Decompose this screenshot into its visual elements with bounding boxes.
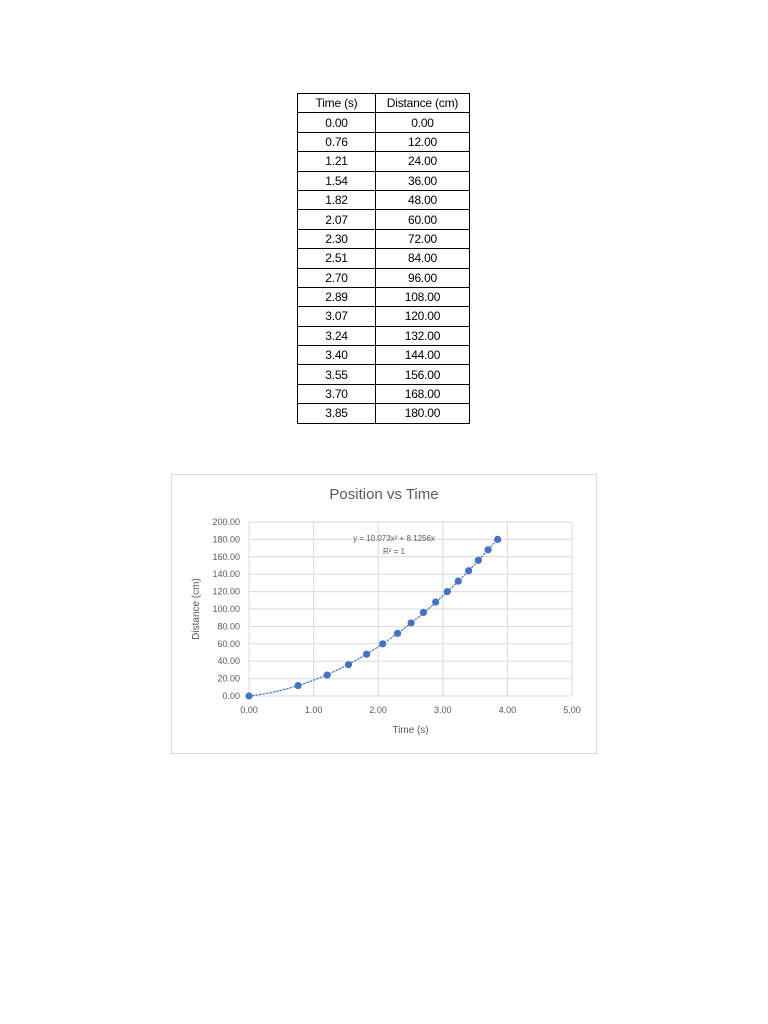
data-point (245, 692, 252, 699)
time-cell: 1.82 (298, 190, 376, 209)
table-body (298, 113, 470, 423)
data-point (363, 651, 370, 658)
chart-title: Position vs Time (329, 486, 439, 503)
distance-cell: 24.00 (376, 152, 470, 171)
x-tick-label: 3.00 (434, 705, 452, 715)
time-cell: 3.40 (298, 346, 376, 365)
table-row (298, 365, 470, 384)
data-table (297, 93, 470, 424)
data-point (324, 672, 331, 679)
y-tick-label: 160.00 (212, 551, 240, 562)
chart-container (171, 474, 597, 754)
y-tick-label: 60.00 (217, 638, 240, 649)
distance-cell: 72.00 (376, 229, 470, 248)
table-row (298, 307, 470, 326)
distance-cell: 180.00 (376, 404, 470, 423)
distance-cell: 12.00 (376, 132, 470, 151)
table-row (298, 384, 470, 403)
y-axis-title: Distance (cm) (191, 578, 202, 640)
data-point (444, 588, 451, 595)
data-point (345, 661, 352, 668)
table-row (298, 152, 470, 171)
distance-cell: 168.00 (376, 384, 470, 403)
distance-cell: 132.00 (376, 326, 470, 345)
distance-cell: 156.00 (376, 365, 470, 384)
table-row (298, 404, 470, 423)
data-point (455, 578, 462, 585)
trendline-r-squared: R² = 1 (382, 547, 406, 556)
table-header-row (298, 94, 470, 113)
x-tick-label: 2.00 (369, 705, 387, 715)
time-cell: 2.51 (298, 249, 376, 268)
table-row (298, 346, 470, 365)
y-tick-label: 40.00 (217, 656, 240, 667)
time-cell: 0.76 (298, 132, 376, 151)
data-point (475, 557, 482, 564)
table-row (298, 113, 470, 132)
time-cell: 3.70 (298, 384, 376, 403)
y-tick-label: 180.00 (212, 534, 240, 545)
table-row (298, 287, 470, 306)
y-tick-label: 100.00 (212, 604, 240, 614)
distance-cell: 144.00 (376, 346, 470, 365)
time-cell: 2.07 (298, 210, 376, 229)
table-row (298, 210, 470, 229)
time-cell: 3.07 (298, 307, 376, 326)
x-tick-label: 1.00 (304, 705, 323, 715)
data-point (420, 609, 427, 616)
distance-cell: 120.00 (376, 307, 470, 326)
time-cell: 3.24 (298, 326, 376, 345)
data-point (408, 619, 415, 626)
data-point (294, 682, 301, 689)
distance-cell: 0.00 (376, 113, 470, 132)
data-point (432, 598, 439, 605)
header-distance: Distance (cm) (376, 94, 470, 113)
y-tick-label: 0.00 (222, 691, 240, 701)
distance-cell: 36.00 (376, 171, 470, 190)
trendline (249, 539, 498, 696)
table-row (298, 229, 470, 248)
scatter-chart (172, 475, 596, 753)
y-tick-label: 200.00 (212, 517, 240, 527)
table-row (298, 326, 470, 345)
time-cell: 2.70 (298, 268, 376, 287)
time-cell: 2.89 (298, 287, 376, 306)
data-point (394, 630, 401, 637)
time-cell: 2.30 (298, 229, 376, 248)
data-point (465, 567, 472, 574)
distance-cell: 84.00 (376, 249, 470, 268)
distance-cell: 108.00 (376, 287, 470, 306)
table-row (298, 249, 470, 268)
table-row (298, 171, 470, 190)
y-tick-label: 140.00 (212, 569, 240, 580)
distance-cell: 60.00 (376, 210, 470, 229)
y-tick-label: 120.00 (212, 586, 240, 597)
table-row (298, 190, 470, 209)
time-cell: 3.85 (298, 404, 376, 423)
y-tick-label: 20.00 (217, 673, 240, 684)
table-row (298, 268, 470, 287)
x-tick-label: 4.00 (498, 705, 517, 715)
time-cell: 1.21 (298, 152, 376, 171)
time-cell: 1.54 (298, 171, 376, 190)
y-tick-label: 80.00 (217, 621, 240, 632)
x-tick-label: 0.00 (240, 705, 258, 715)
trendline-equation: y = 10.073x² + 8.1256x (353, 534, 435, 543)
data-point (379, 640, 386, 647)
time-cell: 0.00 (298, 113, 376, 132)
time-cell: 3.55 (298, 365, 376, 384)
distance-cell: 48.00 (376, 190, 470, 209)
table-row (298, 132, 470, 151)
distance-cell: 96.00 (376, 268, 470, 287)
header-time: Time (s) (298, 94, 376, 113)
data-point (484, 546, 491, 553)
x-tick-label: 5.00 (563, 705, 581, 715)
data-point (494, 536, 501, 543)
x-axis-title: Time (s) (392, 725, 429, 736)
